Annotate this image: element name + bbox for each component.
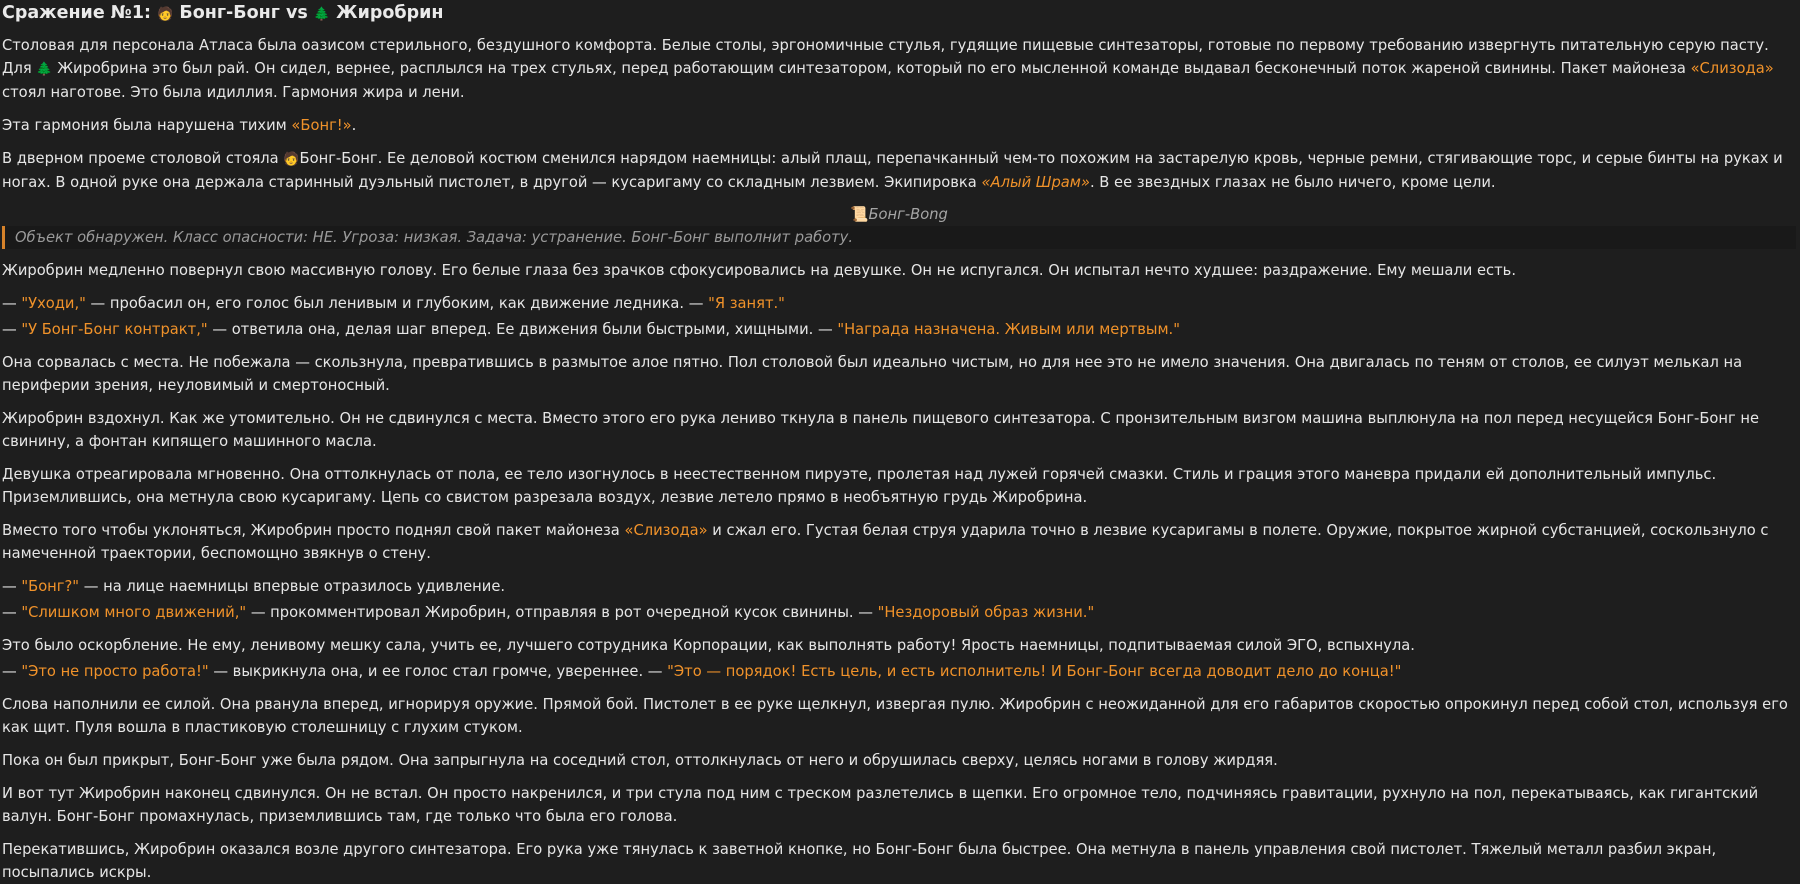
paragraph: Жиробрин вздохнул. Как же утомительно. Он не сдвинулся с места. Вместо этого его рука лениво ткнула в панель пищевого синтезатора. С пронзительным визгом машина выплюнула на пол перед несущейся Бонг-Бонг не свинину, а фонтан кипящего машинного масла. (2, 410, 1760, 450)
quote-highlight: «Слизода» (624, 522, 708, 539)
source-caption (2, 204, 1796, 226)
paragraph: Вместо того чтобы уклоняться, Жиробрин просто поднял свой пакет майонеза «Слизода» и сжал его. Густая белая струя ударила точно в лезвие кусаригамы в полете. Оружие, покрытое жирной субстанцией, соскользнуло с намеченной траектории, беспомощно звякнув о стену. (2, 522, 1769, 562)
quote-highlight: "Награда назначена. Живым или мертвым." (837, 321, 1180, 338)
quote-highlight: "Я занят." (708, 295, 785, 312)
quote-highlight: «Алый Шрам» (981, 174, 1090, 191)
paragraph-doorway: В дверном проеме столовой стояла 🧑Бонг-Бонг. Ее деловой костюм сменился нарядом наемницы: алый плащ, перепачканный чем-то похожим на застарелую кровь, черные ремни, стягивающие торс, и серые бинты на руках и ногах. В одной руке она держала старинный дуэльный пистолет, в другой — кусаригаму со складным лезвием. Экипировка «Алый Шрам». В ее звездных глазах не было ничего, кроме цели. (2, 150, 1783, 191)
quote-highlight: «Бонг!» (291, 117, 352, 134)
paragraph-intro: Столовая для персонала Атласа была оазисом стерильного, бездушного комфорта. Белые столы, эргономичные стулья, гудящие пищевые синтезаторы, готовые по первому требованию извергнуть питательную серую пасту. Для 🌲 Жиробрина это был рай. Он сидел, вернее, расплылся на трех стульях, перед работающим синтезатором, который по его мысленной команде выдавал бесконечный поток жареной свинины. Пакет майонеза «Слизода» стоял наготове. Это была идиллия. Гармония жира и лени. (2, 37, 1774, 101)
quote-highlight: "У Бонг-Бонг контракт," (21, 321, 208, 338)
quote-highlight: "Нездоровый образ жизни." (877, 604, 1095, 621)
paragraph: И вот тут Жиробрин наконец сдвинулся. Он не встал. Он просто накренился, и три стула под ним с треском разлетелись в щепки. Его огромное тело, подчиняясь гравитации, рухнуло на пол, перекатываясь, как гигантский валун. Бонг-Бонг промахнулась, приземлившись там, где только что была его голова. (2, 785, 1759, 825)
scroll-icon: 📜 (850, 206, 869, 223)
quote-highlight: «Слизода» (1690, 60, 1774, 77)
person-emoji-icon: 🧑 (157, 7, 174, 22)
quote-highlight: "Слишком много движений," (21, 604, 247, 621)
quote-highlight: "Это — порядок! Есть цель, и есть исполнитель! И Бонг-Бонг всегда доводит дело до конца!" (667, 663, 1402, 680)
page-title (2, 0, 1796, 28)
paragraph: Это было оскорбление. Не ему, ленивому мешку сала, учить ее, лучшего сотрудника Корпорации, как выполнять работу! Ярость наемницы, подпитываемая силой ЭГО, вспыхнула. (2, 637, 1415, 654)
paragraph: Жиробрин медленно повернул свою массивную голову. Его белые глаза без зрачков сфокусировались на девушке. Он не испугался. Он испытал нечто худшее: раздражение. Ему мешали есть. (2, 262, 1516, 279)
tree-emoji-icon: 🌲 (36, 62, 53, 77)
paragraph: Девушка отреагировала мгновенно. Она оттолкнулась от пола, ее тело изогнулось в неестественном пируэте, пролетая над лужей горячей смазки. Стиль и грация этого маневра придали ей дополнительный импульс. Приземлившись, она метнула свою кусаригаму. Цепь со свистом разрезала воздух, лезвие летело прямо в необъятную грудь Жиробрина. (2, 466, 1717, 506)
quote-highlight: "Это не просто работа!" (21, 663, 209, 680)
dialogue-line: — "Уходи," — пробасил он, его голос был ленивым и глубоким, как движение ледника. — "Я занят." (2, 295, 785, 312)
paragraph: Она сорвалась с места. Не побежала — скользнула, превратившись в размытое алое пятно. Пол столовой был идеально чистым, но для нее это не имело значения. Она двигалась по теням от столов, ее силуэт мелькал на периферии зрения, неуловимый и смертоносный. (2, 354, 1743, 394)
title-fighter-b: Жиробрин (336, 3, 444, 23)
title-vs: vs (285, 3, 308, 23)
quote-highlight: "Бонг?" (21, 578, 80, 595)
dialogue-line: — "Это не просто работа!" — выкрикнула она, и ее голос стал громче, увереннее. — "Это — порядок! Есть цель, и есть исполнитель! И Бонг-Бонг всегда доводит дело до конца!" (2, 663, 1402, 680)
blockquote: Объект обнаружен. Класс опасности: HE. Угроза: низкая. Задача: устранение. Бонг-Бонг выполнит работу. (2, 226, 1796, 249)
dialogue-line: — "Слишком много движений," — прокомментировал Жиробрин, отправляя в рот очередной кусок свинины. — "Нездоровый образ жизни." (2, 604, 1095, 621)
person-emoji-icon: 🧑 (283, 152, 300, 167)
title-prefix: Сражение №1: (2, 3, 152, 23)
tree-emoji-icon: 🌲 (313, 7, 331, 22)
source-caption-text: Бонг-Bong (868, 206, 948, 223)
paragraph: Перекатившись, Жиробрин оказался возле другого синтезатора. Его рука уже тянулась к заветной кнопке, но Бонг-Бонг была быстрее. Она метнула в панель управления свой пистолет. Тяжелый металл разбил экран, посыпались искры. (2, 841, 1717, 881)
quote-highlight: "Уходи," (21, 295, 86, 312)
dialogue-line: — "У Бонг-Бонг контракт," — ответила она, делая шаг вперед. Ее движения были быстрыми, хищными. — "Награда назначена. Живым или мертвым." (2, 321, 1180, 338)
paragraph-bong: Эта гармония была нарушена тихим «Бонг!». (2, 117, 357, 134)
paragraph: Пока он был прикрыт, Бонг-Бонг уже была рядом. Она запрыгнула на соседний стол, оттолкнулась от него и обрушилась сверху, целясь ногами в голову жирдяя. (2, 752, 1278, 769)
title-fighter-a: Бонг-Бонг (179, 3, 280, 23)
paragraph: Слова наполнили ее силой. Она рванула вперед, игнорируя оружие. Прямой бой. Пистолет в ее руке щелкнул, извергая пулю. Жиробрин с неожиданной для его габаритов скоростью опрокинул перед собой стол, используя его как щит. Пуля вошла в пластиковую столешницу с глухим стуком. (2, 696, 1788, 736)
dialogue-line: — "Бонг?" — на лице наемницы впервые отразилось удивление. (2, 578, 506, 595)
